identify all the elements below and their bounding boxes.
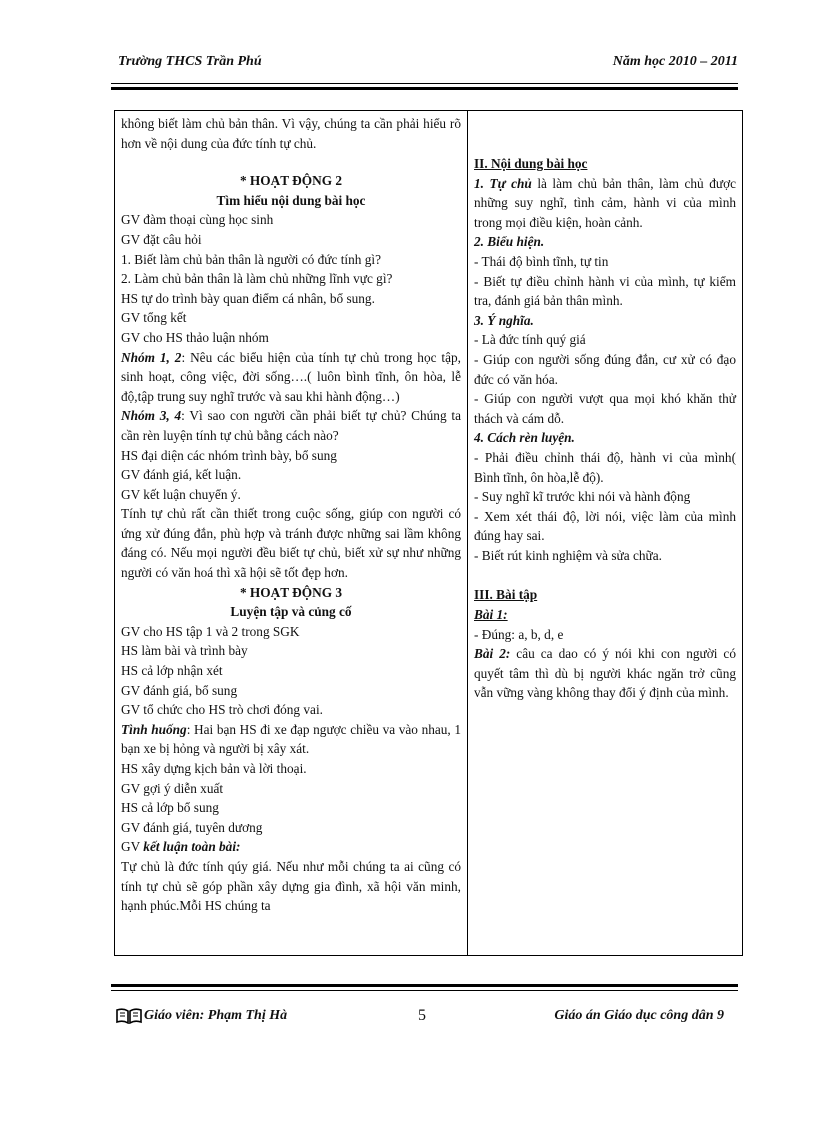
ex1-answer: - Đúng: a, b, d, e [474, 626, 564, 642]
a2-line: GV tổng kết [121, 310, 187, 326]
book-icon [116, 1008, 142, 1024]
teacher-name: Giáo viên: Phạm Thị Hà [144, 1008, 288, 1023]
situation-paragraph [121, 720, 461, 759]
group12-text: : Nêu các biểu hiện của tính tự chủ trong học tập, sinh hoạt, công việc, đời sống….( luôn bình tĩnh, ôn hòa, lễ độ,tập trung suy nghĩ trước và sau khi hành động…) [121, 349, 461, 404]
item2-line: - Biết tự điều chỉnh hành vi của mình, tự kiểm tra, đánh giá bản thân mình. [474, 273, 736, 309]
a2-line: GV cho HS thảo luận nhóm [121, 329, 269, 345]
a3-line: GV tổ chức cho HS trò chơi đóng vai. [121, 702, 323, 718]
a2-line: GV đàm thoại cùng học sinh [121, 212, 274, 228]
group34-label: Nhóm 3, 4 [121, 408, 182, 424]
a2-line: 2. Làm chủ bản thân là làm chủ những lĩnh vực gì? [121, 271, 393, 287]
header-rule-thick [111, 87, 738, 90]
group12-label: Nhóm 1, 2 [121, 349, 182, 365]
item3-line: - Là đức tính quý giá [474, 332, 586, 348]
ex2-text: câu ca dao có ý nói khi con người có quyết tâm thì dù bị người khác ngăn trở cũng vẫn vững vàng không thay đổi ý định của mình. [474, 646, 736, 701]
a2-line: GV đặt câu hỏi [121, 231, 202, 247]
a2-line: HS tự do trình bày quan điểm cá nhân, bổ sung. [121, 290, 375, 306]
item2-label: 2. Biểu hiện. [474, 234, 545, 250]
activity2-title: * HOẠT ĐỘNG 2 [239, 173, 343, 189]
a3-line: HS làm bài và trình bày [121, 643, 248, 659]
item3-label: 3. Ý nghĩa. [474, 312, 534, 328]
item4-label: 4. Cách rèn luyện. [474, 430, 575, 446]
group34-text: : Vì sao con người cần phải biết tự chủ? Chúng ta cần rèn luyện tính tự chủ bằng cách nào? [121, 408, 461, 443]
activity2-subtitle: Tìm hiểu nội dung bài học [216, 192, 366, 208]
ex1-label: Bài 1: [474, 607, 508, 623]
a3-after-line: GV gợi ý diễn xuất [121, 780, 224, 796]
item1-label: 1. Tự chủ [474, 175, 532, 191]
a3-line: GV cho HS tập 1 và 2 trong SGK [121, 623, 300, 639]
ex2-paragraph [474, 644, 736, 703]
section3-title: III. Bài tập [474, 587, 538, 603]
header-school: Trường THCS Trần Phú [118, 54, 262, 69]
item3-line: - Giúp con người sống đúng đắn, cư xử có đạo đức có văn hóa. [474, 351, 736, 387]
a3-after-line: HS xây dựng kịch bản và lời thoại. [121, 761, 307, 776]
final-heading [121, 837, 461, 857]
item1-text: là làm chủ bản thân, làm chủ được những suy nghĩ, tình cảm, hành vi của mình trong mọi điều kiện, hoàn cảnh. [474, 175, 737, 230]
item1-paragraph [474, 174, 736, 233]
activity3-subtitle: Luyện tập và củng cố [230, 604, 352, 620]
ex2-label: Bài 2: [474, 646, 511, 662]
final-paragraph: Tự chủ là đức tính qúy giá. Nếu như mỗi chúng ta ai cũng có tính tự chủ sẽ góp phần xây dựng gia đình, xã hội văn minh, hạnh phúc.Mỗi HS chúng ta [121, 858, 461, 914]
item4-line: - Suy nghĩ kĩ trước khi nói và hành động [474, 489, 691, 505]
section2-title: II. Nội dung bài học [474, 156, 588, 171]
intro-paragraph: không biết làm chủ bản thân. Vì vậy, chúng ta cần phải hiểu rõ hơn về nội dung của đức tính tự chủ. [121, 116, 461, 151]
group12-paragraph [121, 348, 461, 407]
a3-after-line: HS cả lớp bổ sung [121, 800, 219, 816]
a2-after-line: HS đại diện các nhóm trình bày, bổ sung [121, 447, 337, 463]
item4-line: - Xem xét thái độ, lời nói, việc làm của mình đúng hay sai. [474, 508, 736, 544]
footer-book-title: Giáo án Giáo dục công dân 9 [554, 1008, 724, 1023]
situation-label: Tình huống [121, 721, 187, 737]
header-rule-thin [111, 83, 738, 84]
item4-line: - Biết rút kinh nghiệm và sửa chữa. [474, 547, 662, 563]
header-year: Năm học 2010 – 2011 [612, 54, 738, 69]
final-prefix: GV [121, 839, 144, 855]
item4-line: - Phải điều chỉnh thái độ, hành vi của mình( Bình tĩnh, ôn hòa,lễ độ). [474, 449, 736, 485]
conclusion-paragraph: Tính tự chủ rất cần thiết trong cuộc sống, giúp con người có ứng xử đúng đắn, phù hợp và tránh được những sai lầm không đáng có. Nếu mọi người đều biết tự chủ, biết xử sự như những người có văn hoá thì xã hội sẽ tốt đẹp hơn. [121, 506, 461, 581]
situation-text: : Hai bạn HS đi xe đạp ngược chiều va vào nhau, 1 bạn xe bị hỏng và người bị xây xát. [121, 721, 461, 757]
footer-teacher [116, 1008, 287, 1024]
page-number: 5 [418, 1007, 426, 1024]
item3-line: - Giúp con người vượt qua mọi khó khăn thử thách và cám dỗ. [474, 391, 736, 426]
a3-line: GV đánh giá, bổ sung [121, 682, 238, 698]
footer-rule-thin [111, 990, 738, 991]
lesson-table [114, 110, 743, 956]
final-label: kết luận toàn bài: [143, 839, 241, 855]
a3-line: HS cả lớp nhận xét [121, 663, 223, 679]
group34-paragraph [121, 406, 461, 445]
teacher-student-activities-column [115, 111, 468, 956]
footer-rule-thick [111, 984, 738, 987]
a2-after-line: GV kết luận chuyển ý. [121, 486, 241, 502]
activity3-title: * HOẠT ĐỘNG 3 [239, 584, 343, 600]
a2-line: 1. Biết làm chủ bản thân là người có đức tính gì? [121, 251, 381, 267]
item2-line: - Thái độ bình tĩnh, tự tin [474, 253, 609, 269]
a3-after-line: GV đánh giá, tuyên dương [121, 819, 263, 835]
lesson-content-column [468, 111, 743, 956]
a2-after-line: GV đánh giá, kết luận. [121, 467, 242, 483]
